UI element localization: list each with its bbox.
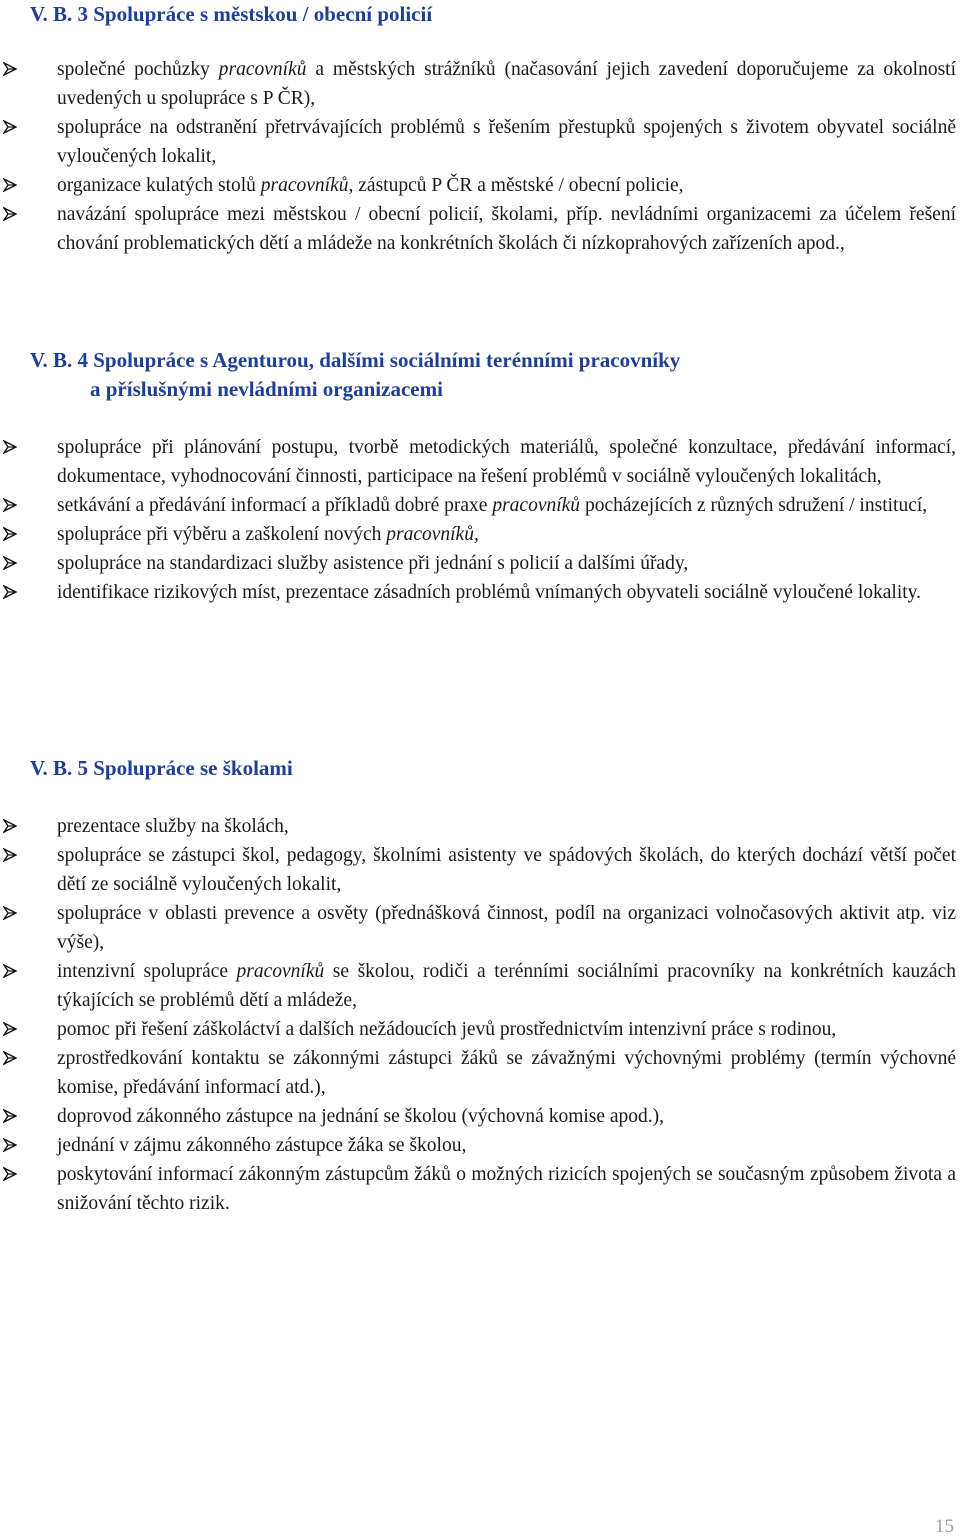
text-run: organizace kulatých stolů	[57, 175, 261, 196]
arrowhead-bullet-icon	[3, 585, 17, 599]
list-item	[0, 1015, 960, 1044]
section-heading-b5	[30, 754, 293, 783]
section-heading-b4	[30, 346, 680, 404]
list-item-text	[57, 582, 921, 603]
list-item	[0, 841, 960, 899]
arrowhead-bullet-icon	[3, 62, 17, 76]
text-run: spolupráce na odstranění přetrvávajících problémů s řešením přestupků spojených s životem obyvatel sociálně vyloučených lokalit,	[57, 117, 956, 167]
arrowhead-bullet-icon	[3, 1167, 17, 1181]
list-item-text	[57, 553, 688, 574]
arrowhead-bullet-icon	[3, 1051, 17, 1065]
list-item	[0, 1044, 960, 1102]
list-item-text	[57, 117, 956, 167]
list-item-text	[57, 495, 927, 516]
emphasis-text: pracovníků	[236, 961, 325, 982]
emphasis-text: pracovníků	[492, 495, 581, 516]
section-b5-list	[0, 812, 960, 1218]
section-b3-list	[0, 55, 960, 258]
arrowhead-bullet-icon	[3, 556, 17, 570]
list-item	[0, 1102, 960, 1131]
arrowhead-bullet-icon	[3, 964, 17, 978]
list-item-text	[57, 204, 956, 254]
list-item-text	[57, 524, 479, 545]
text-run: doprovod zákonného zástupce na jednání se školou (výchovná komise apod.),	[57, 1106, 665, 1127]
section-heading-b3-text: V. B. 3 Spolupráce s městskou / obecní policií	[30, 2, 433, 26]
arrowhead-bullet-icon	[3, 178, 17, 192]
text-run: identifikace rizikových míst, prezentace zásadních problémů vnímaných obyvateli sociálně vyloučené lokality.	[57, 582, 922, 603]
list-item	[0, 491, 960, 520]
arrowhead-bullet-icon	[3, 1138, 17, 1152]
text-run: , zástupců P ČR a městské / obecní policie,	[348, 175, 684, 196]
arrowhead-bullet-icon	[3, 1109, 17, 1123]
text-run: spolupráce se zástupci škol, pedagogy, školními asistenty ve spádových školách, do kterých dochází větší počet dětí ze sociálně vyloučených lokalit,	[57, 845, 956, 895]
emphasis-text: pracovníků	[218, 59, 307, 80]
list-item	[0, 200, 960, 258]
list-item	[0, 899, 960, 957]
list-item	[0, 549, 960, 578]
text-run: setkávání a předávání informací a příkladů dobré praxe	[57, 495, 493, 516]
text-run: se školou, rodiči a terénními sociálními pracovníky na konkrétních kauzách týkajících se problémů dětí a mládeže,	[57, 961, 956, 1011]
list-item-text	[57, 1164, 956, 1214]
text-run: společné pochůzky	[57, 59, 219, 80]
text-run: prezentace služby na školách,	[57, 816, 289, 837]
list-item-text	[57, 903, 956, 953]
text-run: spolupráce při výběru a zaškolení nových	[57, 524, 387, 545]
text-run: spolupráce na standardizaci služby asistence při jednání s policií a dalšími úřady,	[57, 553, 689, 574]
list-item-text	[57, 961, 956, 1011]
list-item-text	[57, 437, 956, 487]
list-item-text	[57, 175, 684, 196]
list-item	[0, 520, 960, 549]
list-item-text	[57, 1106, 664, 1127]
arrowhead-bullet-icon	[3, 848, 17, 862]
section-b4-list	[0, 433, 960, 607]
arrowhead-bullet-icon	[3, 527, 17, 541]
page-number: 15	[935, 1516, 954, 1537]
list-item	[0, 1131, 960, 1160]
list-item-text	[57, 845, 956, 895]
list-item-text	[57, 1048, 956, 1098]
list-item-text	[57, 816, 289, 837]
arrowhead-bullet-icon	[3, 1022, 17, 1036]
arrowhead-bullet-icon	[3, 207, 17, 221]
text-run: zprostředkování kontaktu se zákonnými zástupci žáků se závažnými výchovnými problémy (termín výchovné komise, předávání informací atd.),	[57, 1048, 956, 1098]
list-item	[0, 957, 960, 1015]
text-run: a městských strážníků (načasování jejich zavedení doporučujeme za okolností uvedených u spolupráce s P ČR),	[57, 59, 956, 109]
arrowhead-bullet-icon	[3, 120, 17, 134]
list-item	[0, 113, 960, 171]
text-run: navázání spolupráce mezi městskou / obecní policií, školami, příp. nevládními organizacemi za účelem řešení chování problematických dětí a mládeže na konkrétních školách či nízkoprahových zařízeních apod.,	[57, 204, 956, 254]
list-item-text	[57, 1019, 836, 1040]
list-item-text	[57, 59, 956, 109]
arrowhead-bullet-icon	[3, 498, 17, 512]
text-run: pomoc při řešení záškoláctví a dalších nežádoucích jevů prostřednictvím intenzivní práce s rodinou,	[57, 1019, 837, 1040]
arrowhead-bullet-icon	[3, 906, 17, 920]
section-heading-b5-text: V. B. 5 Spolupráce se školami	[30, 756, 293, 780]
list-item	[0, 171, 960, 200]
text-run: poskytování informací zákonným zástupcům žáků o možných rizicích spojených se současným způsobem života a snižování těchto rizik.	[57, 1164, 956, 1214]
text-run: intenzivní spolupráce	[57, 961, 237, 982]
section-heading-b4-continuation: a příslušnými nevládními organizacemi	[90, 377, 443, 401]
list-item	[0, 55, 960, 113]
list-item	[0, 812, 960, 841]
text-run: jednání v zájmu zákonného zástupce žáka se školou,	[57, 1135, 467, 1156]
list-item	[0, 578, 960, 607]
emphasis-text: pracovníků,	[386, 524, 479, 545]
text-run: spolupráce při plánování postupu, tvorbě metodických materiálů, společné konzultace, předávání informací, dokumentace, vyhodnocování činnosti, participace na řešení problémů v sociálně vyloučených lokalitách,	[57, 437, 956, 487]
list-item	[0, 433, 960, 491]
list-item-text	[57, 1135, 466, 1156]
emphasis-text: pracovníků	[260, 175, 349, 196]
arrowhead-bullet-icon	[3, 440, 17, 454]
list-item	[0, 1160, 960, 1218]
section-heading-b4-text: V. B. 4 Spolupráce s Agenturou, dalšími sociálními terénními pracovníky	[30, 348, 681, 372]
text-run: pocházejících z různých sdružení / institucí,	[580, 495, 928, 516]
section-heading-b3	[30, 0, 432, 29]
text-run: spolupráce v oblasti prevence a osvěty (přednášková činnost, podíl na organizaci volnočasových aktivit atp. viz výše),	[57, 903, 956, 953]
arrowhead-bullet-icon	[3, 819, 17, 833]
